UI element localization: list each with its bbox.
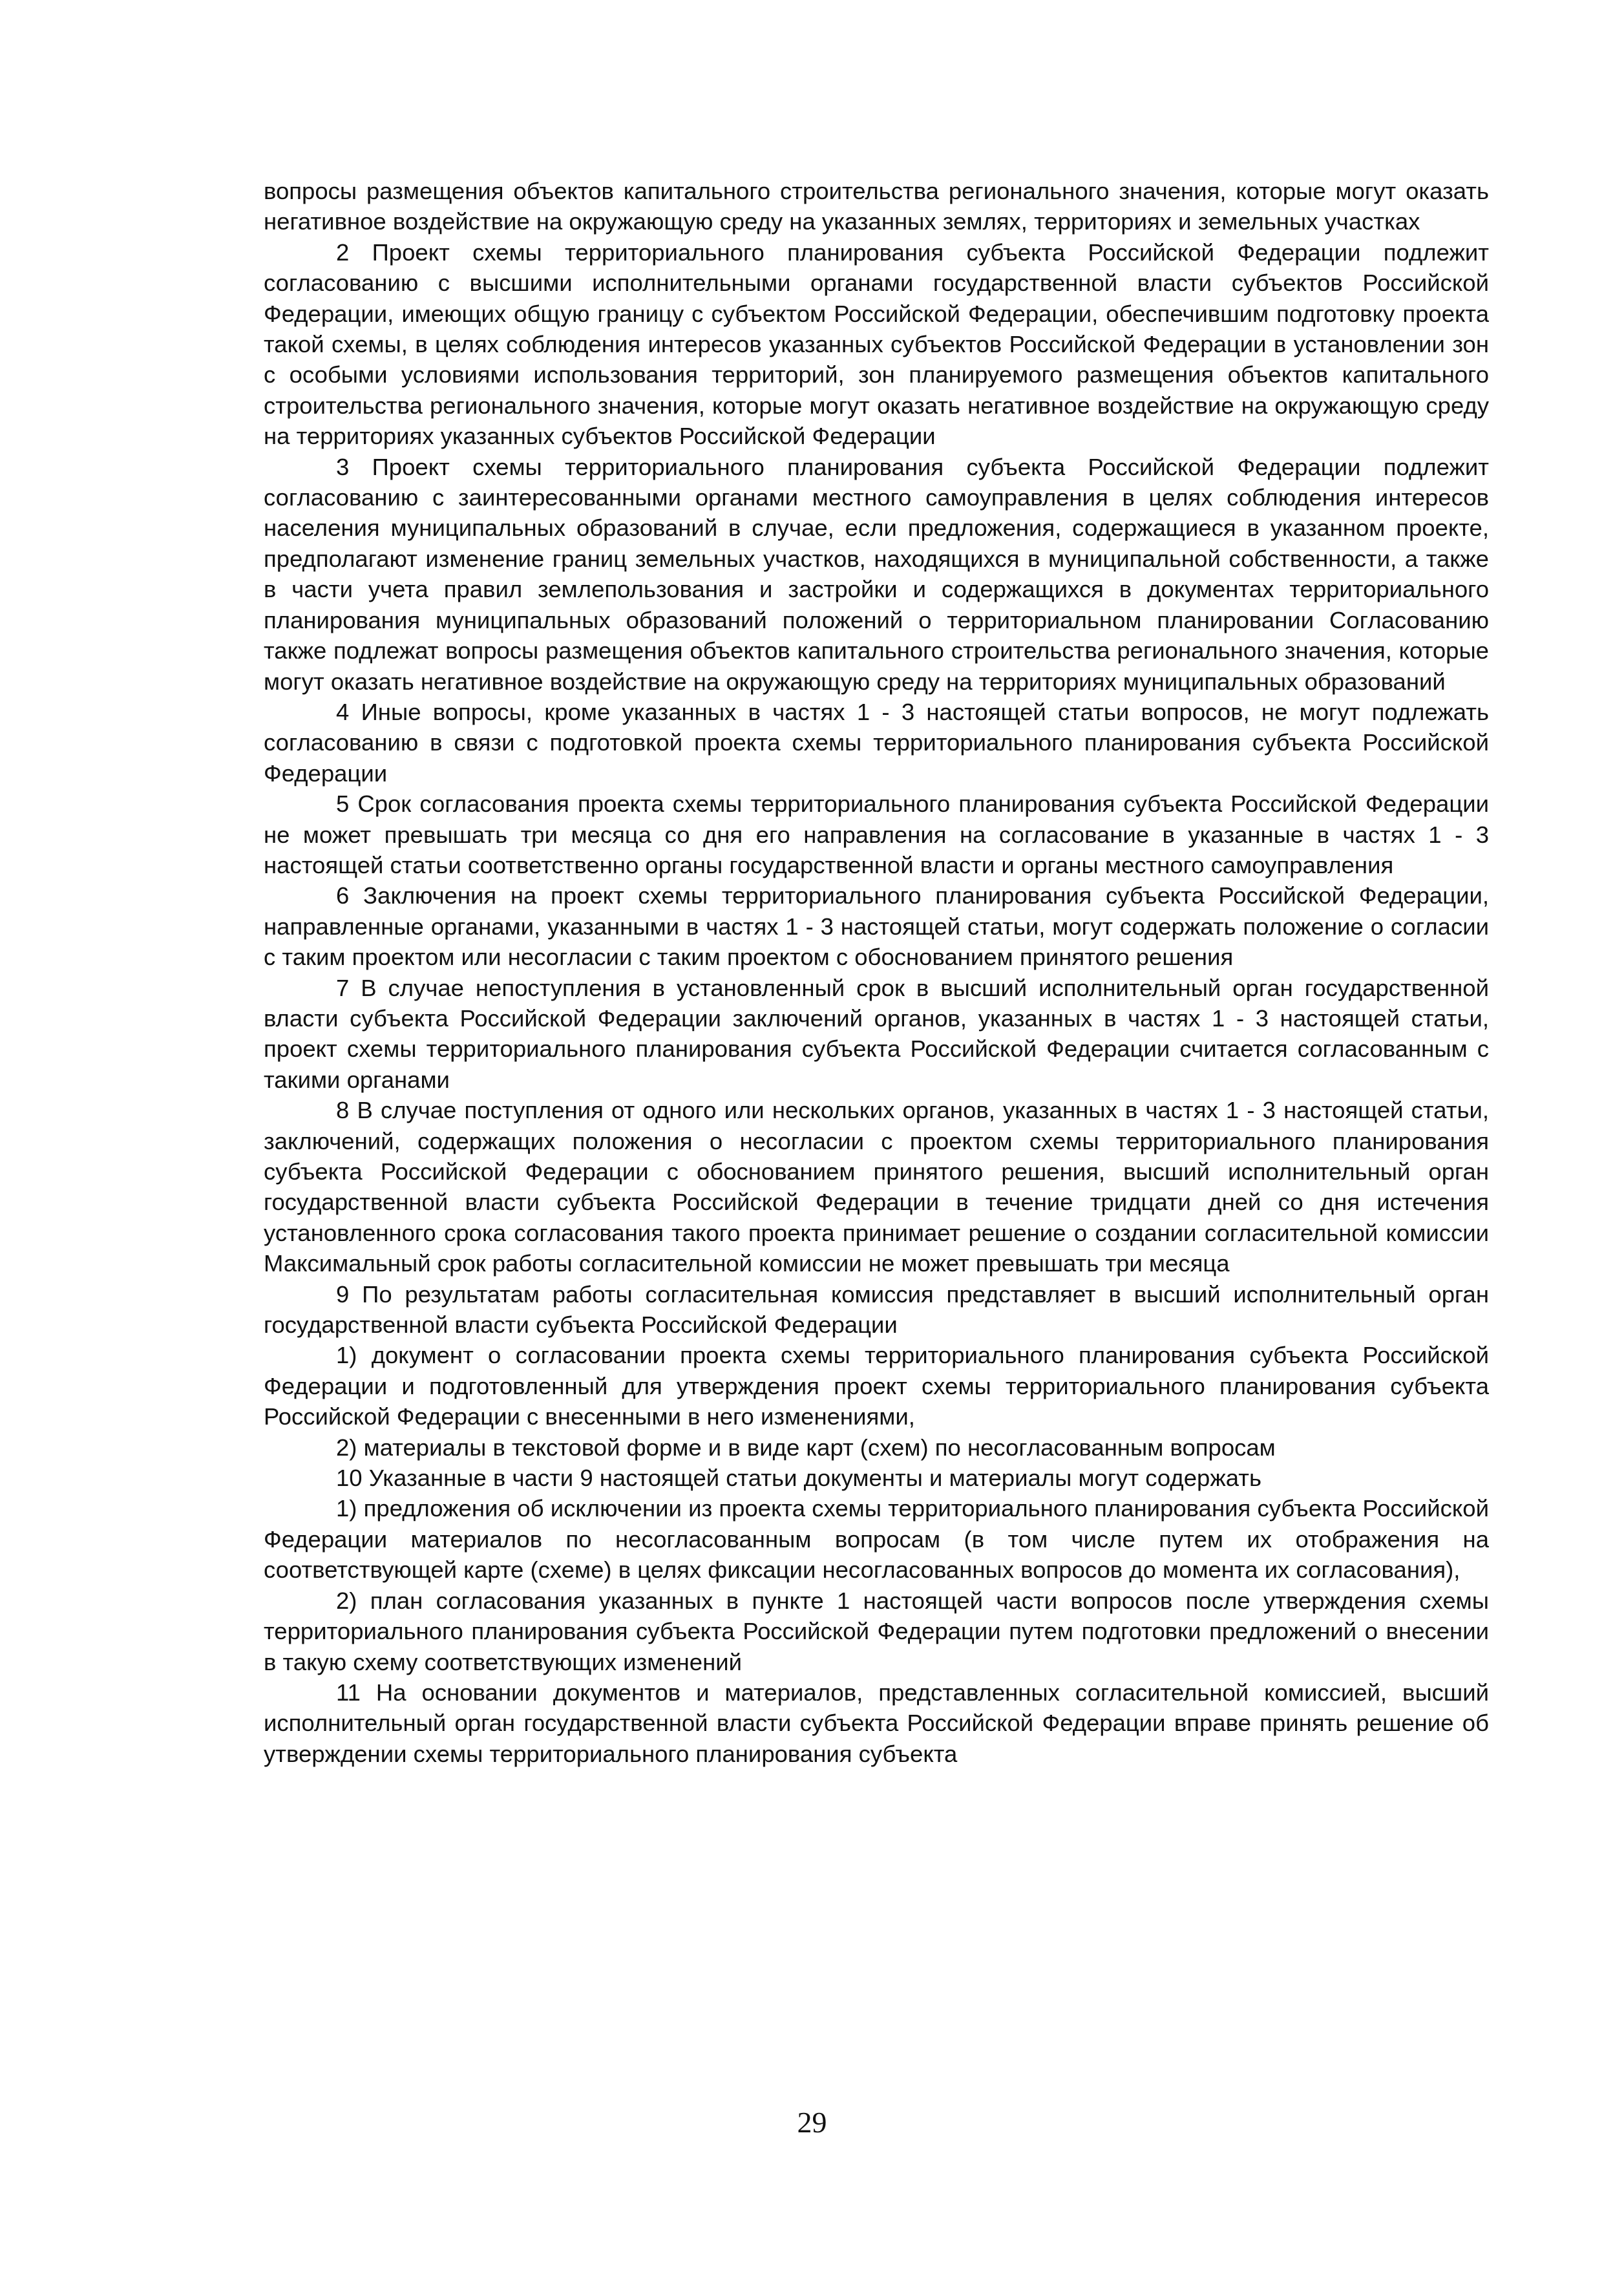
paragraph-item-2: 2 Проект схемы территориального планирования субъекта Российской Федерации подлежит согласованию с высшими исполнительными органами государственной власти субъектов Российской Федерации, имеющих общую границу с субъектом Российской Федерации, обеспечившим подготовку проекта такой схемы, в целях соблюдения интересов указанных субъектов Российской Федерации в установлении зон с особыми условиями использования территорий, зон планируемого размещения объектов капитального строительства регионального значения, которые могут оказать негативное воздействие на окружающую среду на территориях указанных субъектов Российской Федерации [264,239,1489,450]
page-number: 29 [797,2106,827,2139]
paragraph-item-8: 8 В случае поступления от одного или нескольких органов, указанных в частях 1 - 3 настоящей статьи, заключений, содержащих положения о несогласии с проектом схемы территориального планирования субъекта Российской Федерации с обоснованием принятого решения, высший исполнительный орган государственной власти субъекта Российской Федерации в течение тридцати дней со дня истечения установленного срока согласования такого проекта принимает решение о создании согласительной комиссии Максимальный срок работы согласительной комиссии не может превышать три месяца [264,1097,1489,1277]
document-body [264,176,1489,1769]
paragraph-item-5: 5 Срок согласования проекта схемы территориального планирования субъекта Российской Федерации не может превышать три месяца со дня его направления на согласование в указанные в частях 1 - 3 настоящей статьи соответственно органы государственной власти и органы местного самоуправления [264,790,1489,878]
paragraph-item-7: 7 В случае непоступления в установленный срок в высший исполнительный орган государственной власти субъекта Российской Федерации заключений органов, указанных в частях 1 - 3 настоящей статьи, проект схемы территориального планирования субъекта Российской Федерации считается согласованным с такими органами [264,974,1489,1093]
paragraph-subitem-10-2: 2) план согласования указанных в пункте 1 настоящей части вопросов после утверждения схемы территориального планирования субъекта Российской Федерации путем подготовки предложений о внесении в такую схему соответствующих изменений [264,1587,1489,1675]
paragraph-item-9: 9 По результатам работы согласительная комиссия представляет в высший исполнительный орган государственной власти субъекта Российской Федерации [264,1280,1489,1339]
paragraph-continuation: вопросы размещения объектов капитального строительства регионального значения, которые могут оказать негативное воздействие на окружающую среду на указанных землях, территориях и земельных участках [264,178,1489,235]
paragraph-subitem-9-2: 2) материалы в текстовой форме и в виде карт (схем) по несогласованным вопросам [336,1434,1276,1461]
paragraph-item-10: 10 Указанные в части 9 настоящей статьи документы и материалы могут содержать [336,1465,1261,1492]
paragraph-subitem-10-1: 1) предложения об исключении из проекта схемы территориального планирования субъекта Российской Федерации материалов по несогласованным вопросам (в том числе путем их отображения на соответствующей карте (схеме) в целях фиксации несогласованных вопросов до момента их согласования), [264,1495,1489,1584]
paragraph-subitem-9-1: 1) документ о согласовании проекта схемы территориального планирования субъекта Российской Федерации и подготовленный для утверждения проект схемы территориального планирования субъекта Российской Федерации с внесенными в него изменениями, [264,1342,1489,1430]
paragraph-item-6: 6 Заключения на проект схемы территориального планирования субъекта Российской Федерации, направленные органами, указанными в частях 1 - 3 настоящей статьи, могут содержать положение о согласии с таким проектом или несогласии с таким проектом с обоснованием принятого решения [264,882,1489,971]
paragraph-item-11: 11 На основании документов и материалов, представленных согласительной комиссией, высший исполнительный орган государственной власти субъекта Российской Федерации вправе принять решение об утверждении схемы территориального планирования субъекта [264,1679,1489,1767]
paragraph-item-4: 4 Иные вопросы, кроме указанных в частях 1 - 3 настоящей статьи вопросов, не могут подлежать согласованию в связи с подготовкой проекта схемы территориального планирования субъекта Российской Федерации [264,698,1489,787]
paragraph-item-3: 3 Проект схемы территориального планирования субъекта Российской Федерации подлежит согласованию с заинтересованными органами местного самоуправления в целях соблюдения интересов населения муниципальных образований в случае, если предложения, содержащиеся в указанном проекте, предполагают изменение границ земельных участков, находящихся в муниципальной собственности, а также в части учета правил землепользования и застройки и содержащихся в документах территориального планирования муниципальных образований положений о территориальном планировании Согласованию также подлежат вопросы размещения объектов капитального строительства регионального значения, которые могут оказать негативное воздействие на окружающую среду на территориях муниципальных образований [264,453,1489,695]
